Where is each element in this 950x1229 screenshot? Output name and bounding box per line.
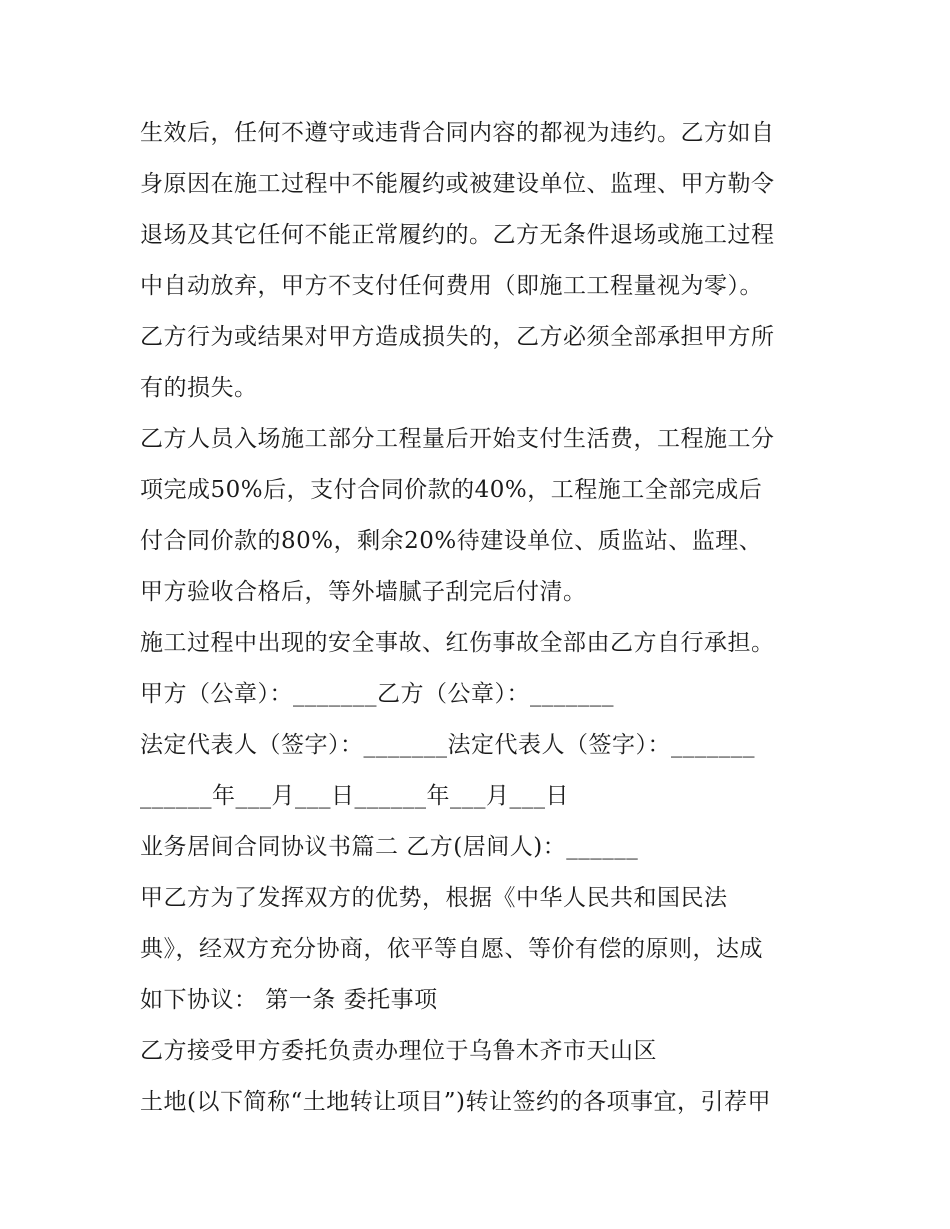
text-line-19: 乙方接受甲方委托负责办理位于乌鲁木齐市天山区 [140,1038,657,1064]
signature-line-representatives: 法定代表人（签字）：_______法定代表人（签字）：_______ [140,732,755,758]
text-line-2: 身原因在施工过程中不能履约或被建设单位、监理、甲方勒令 [140,171,775,197]
text-line-6: 有的损失。 [140,375,258,401]
text-line-7: 乙方人员入场施工部分工程量后开始支付生活费，工程施工分 [140,426,775,452]
text-line-8: 项完成50%后，支付合同价款的40%，工程施工全部完成后 [140,477,763,503]
text-line-18: 如下协议： 第一条 委托事项 [140,987,438,1013]
text-line-17: 典》，经双方充分协商，依平等自愿、等价有偿的原则，达成 [140,936,763,962]
text-line-16: 甲乙方为了发挥双方的优势，根据《中华人民共和国民法 [140,885,728,911]
text-line-9: 付合同价款的80%，剩余20%待建设单位、质监站、监理、 [140,528,763,554]
text-line-1: 生效后，任何不遵守或违背合同内容的都视为违约。乙方如自 [140,120,775,146]
document-body [140,108,820,1128]
text-line-20: 土地(以下简称“土地转让项目”)转让签约的各项事宜，引荐甲 [140,1089,771,1115]
text-line-4: 中自动放弃，甲方不支付任何费用（即施工工程量视为零）。 [140,273,763,299]
text-line-3: 退场及其它任何不能正常履约的。乙方无条件退场或施工过程 [140,222,775,248]
signature-line-dates: ______年___月___日______年___月___日 [140,783,569,809]
text-line-5: 乙方行为或结果对甲方造成损失的，乙方必须全部承担甲方所 [140,324,775,350]
section-heading-line: 业务居间合同协议书篇二 乙方(居间人)：______ [140,834,639,860]
text-line-11: 施工过程中出现的安全事故、红伤事故全部由乙方自行承担。 [140,630,775,656]
signature-line-seals: 甲方（公章）：_______乙方（公章）：_______ [140,681,614,707]
text-line-10: 甲方验收合格后，等外墙腻子刮完后付清。 [140,579,587,605]
